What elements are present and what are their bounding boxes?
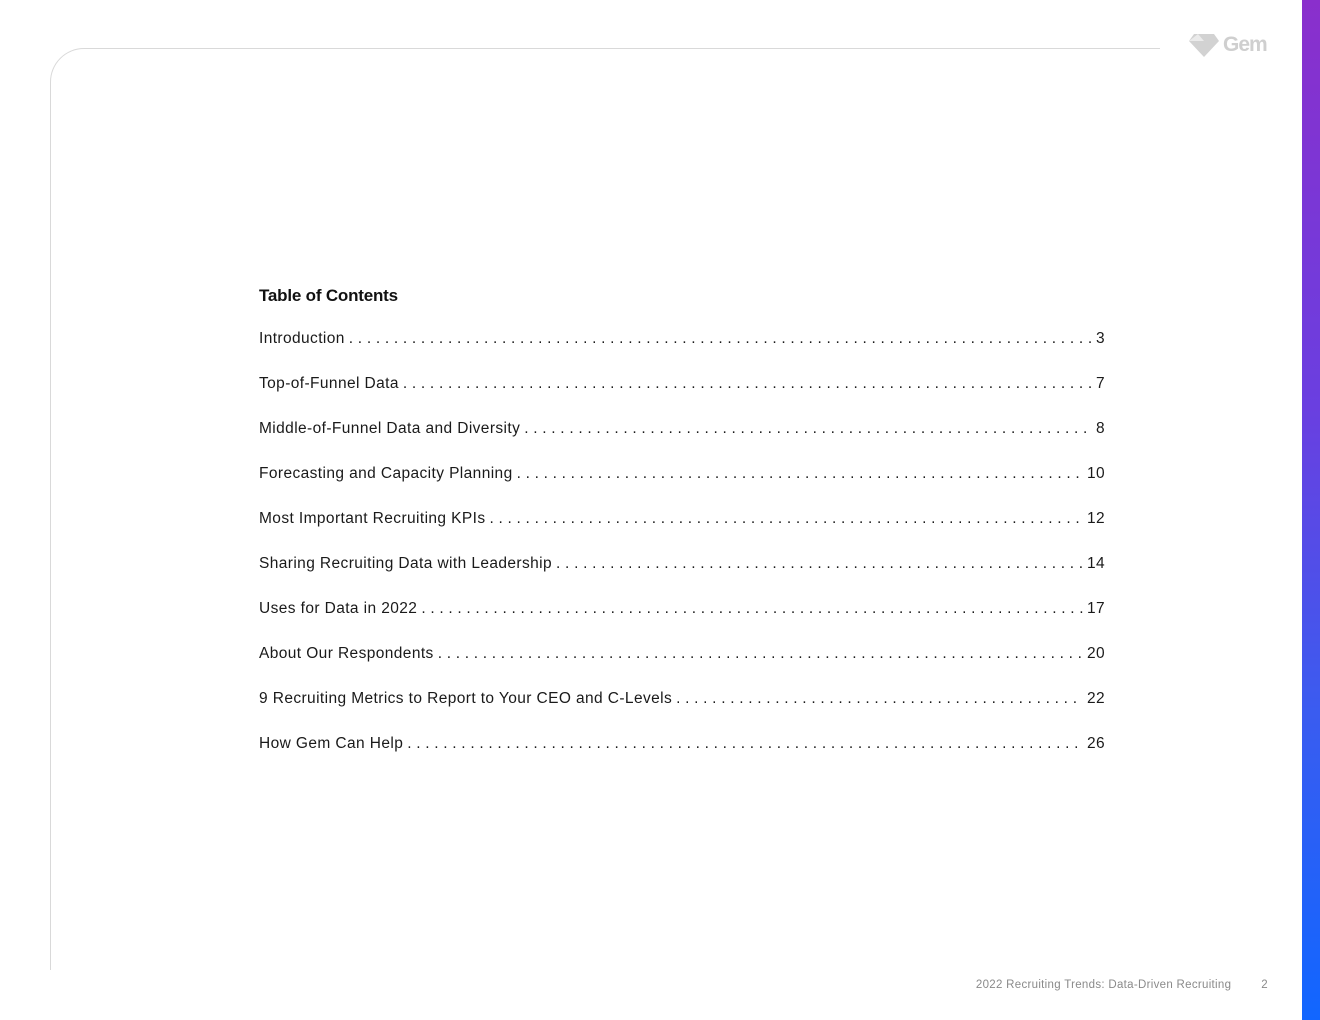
toc-entry[interactable] [259,600,1105,645]
toc-entry-page: 22 [1086,690,1105,707]
toc-entry-label: Top-of-Funnel Data [259,375,399,392]
toc-entry[interactable] [259,645,1105,690]
toc-entry-label: 9 Recruiting Metrics to Report to Your CEO and C-Levels [259,690,673,707]
toc-entry-page: 10 [1086,465,1105,482]
toc-entry-page: 14 [1086,555,1105,572]
toc-dot-leader [403,375,1092,393]
toc-entry-page: 7 [1095,375,1105,392]
toc-entry-label: How Gem Can Help [259,735,404,752]
toc-entry-page: 3 [1095,330,1105,347]
toc-entry-label: Uses for Data in 2022 [259,600,418,617]
toc-entry-label: Introduction [259,330,345,347]
toc-dot-leader [490,510,1083,528]
toc-dot-leader [676,690,1083,708]
toc-entry[interactable] [259,465,1105,510]
toc-entry-label: Forecasting and Capacity Planning [259,465,513,482]
gem-diamond-icon [1188,32,1220,58]
toc-list [259,330,1105,780]
toc-entry-page: 20 [1086,645,1105,662]
toc-entry[interactable] [259,420,1105,465]
toc-entry[interactable] [259,510,1105,555]
accent-gradient-bar [1302,0,1320,1020]
toc-dot-leader [517,465,1083,483]
toc-entry[interactable] [259,690,1105,735]
gem-logo [1188,32,1267,58]
toc-entry[interactable] [259,735,1105,780]
toc-entry-label: About Our Respondents [259,645,434,662]
toc-entry[interactable] [259,330,1105,375]
footer-page-number: 2 [1261,979,1268,991]
table-of-contents [259,284,1105,780]
toc-entry-label: Middle-of-Funnel Data and Diversity [259,420,521,437]
gem-logo-text: Gem [1223,33,1267,56]
toc-entry-label: Sharing Recruiting Data with Leadership [259,555,553,572]
toc-entry-page: 17 [1086,600,1105,617]
toc-dot-leader [407,735,1083,753]
toc-dot-leader [556,555,1083,573]
toc-title: Table of Contents [259,286,398,305]
toc-entry-label: Most Important Recruiting KPIs [259,510,486,527]
toc-entry[interactable] [259,555,1105,600]
toc-entry-page: 8 [1095,420,1105,437]
footer-document-title: 2022 Recruiting Trends: Data-Driven Recruiting [975,979,1232,991]
toc-dot-leader [438,645,1083,663]
toc-entry[interactable] [259,375,1105,420]
page-footer [900,979,1268,991]
toc-dot-leader [349,330,1092,348]
toc-entry-page: 26 [1086,735,1105,752]
toc-dot-leader [524,420,1092,438]
toc-dot-leader [421,600,1083,618]
toc-entry-page: 12 [1086,510,1105,527]
